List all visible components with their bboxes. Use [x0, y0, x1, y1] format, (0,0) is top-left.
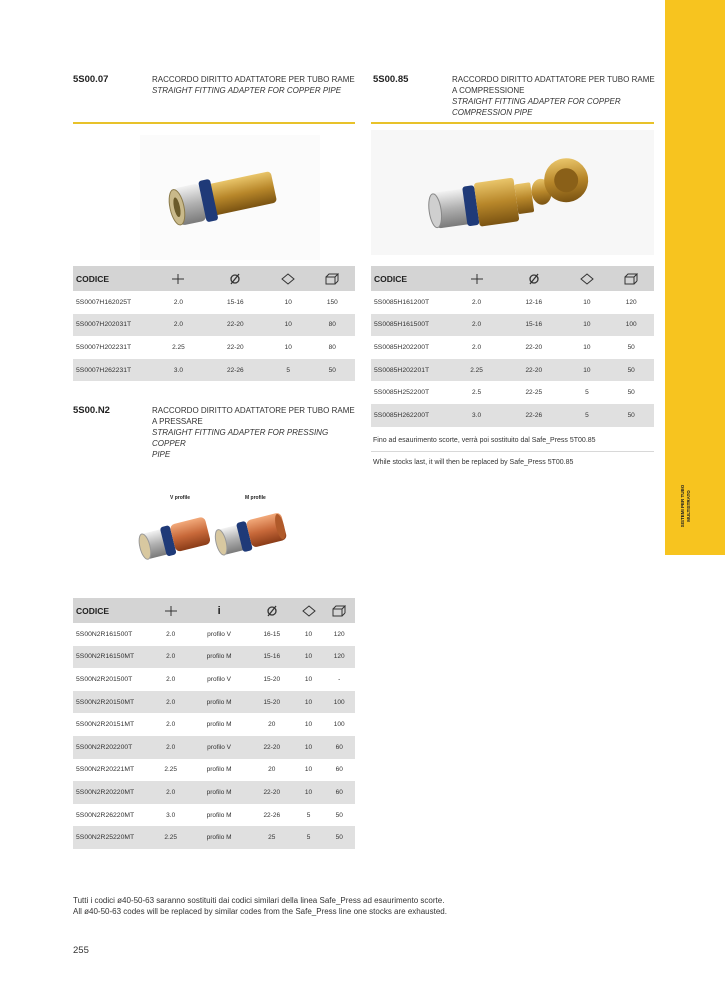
product-code-cell: 5S0085H262200T: [371, 404, 451, 427]
table-cell: 16-15: [263, 630, 281, 638]
table-cell: 5: [267, 359, 310, 382]
table-cell: 10: [304, 630, 313, 638]
table-row: [73, 781, 355, 804]
product-code-cell: 5S0085H161200T: [374, 298, 430, 306]
table-cell: 22-20: [502, 359, 565, 382]
product-code-cell: 5S00N2R202200T: [73, 736, 153, 759]
product-code: 5S00.07: [73, 74, 109, 85]
table-cell: profilo M: [206, 721, 232, 729]
product-header-5s00n2: [73, 405, 358, 459]
product-code-cell: 5S00N2R20220MT: [73, 781, 153, 804]
table-row: [73, 691, 355, 714]
table-cell: 22-20: [250, 781, 294, 804]
table-cell: 10: [294, 646, 324, 669]
product-code-cell: 5S0007H202031T: [73, 314, 153, 337]
product-code-cell: 5S0007H262231T: [73, 359, 153, 382]
table-cell: 2.25: [451, 359, 502, 382]
product-code-cell: 5S0085H252200T: [374, 389, 430, 397]
replacement-note-en: While stocks last, it will then be replaced by Safe_Press 5T00.85: [373, 459, 574, 466]
table-cell: 10: [583, 298, 591, 306]
product-code-cell: 5S0007H202231T: [76, 343, 132, 351]
table-cell: 10: [583, 343, 591, 351]
table-row: [371, 404, 654, 427]
diameter-icon: [204, 266, 267, 291]
column-header-code: CODICE: [73, 266, 153, 291]
table-row: [73, 646, 355, 669]
table-cell: 20: [268, 766, 276, 774]
box-icon: [608, 266, 654, 291]
product-header-5s0007: [73, 74, 358, 104]
table-cell: 22-20: [227, 343, 244, 351]
table-cell: 10: [284, 343, 292, 351]
table-row: [73, 759, 355, 782]
thickness-icon: [153, 266, 204, 291]
table-cell: 15-16: [227, 298, 244, 306]
table-cell: 10: [294, 691, 324, 714]
table-cell: 22-20: [525, 343, 543, 351]
table-cell: 120: [333, 630, 345, 638]
table-row: [73, 291, 355, 314]
divider: [73, 122, 355, 124]
table-cell: 10: [565, 314, 608, 337]
pack-icon: [294, 598, 324, 623]
table-cell: 120: [625, 298, 637, 306]
table-cell: 80: [310, 314, 355, 337]
table-cell: 60: [323, 736, 355, 759]
table-row: [73, 713, 355, 736]
fitting-illustration: [140, 135, 320, 260]
table-cell: 2.0: [153, 736, 188, 759]
table-cell: 10: [267, 314, 310, 337]
table-cell: 2.0: [166, 630, 176, 638]
product-code-cell: 5S00N2R20221MT: [76, 766, 135, 774]
table-row: [73, 359, 355, 382]
product-image-5s0007: [140, 135, 320, 260]
column-header-code: CODICE: [73, 598, 153, 623]
table-cell: 10: [304, 721, 313, 729]
table-cell: 22-20: [204, 314, 267, 337]
table-cell: 2.0: [166, 721, 176, 729]
table-cell: 50: [627, 343, 635, 351]
table-row: [73, 736, 355, 759]
column-header-code: CODICE: [371, 266, 451, 291]
box-icon: [310, 266, 355, 291]
product-code-cell: 5S00N2R25220MT: [73, 826, 153, 849]
table-cell: profilo M: [206, 811, 232, 819]
table-row: [371, 291, 654, 314]
replacement-note-it: Fino ad esaurimento scorte, verrà poi sostituito dal Safe_Press 5T00.85: [373, 437, 596, 444]
table-cell: 3.0: [166, 811, 176, 819]
table-cell: 2.0: [153, 781, 188, 804]
table-cell: 50: [608, 404, 654, 427]
table-cell: 20: [268, 721, 276, 729]
table-cell: 2.0: [173, 298, 183, 306]
product-code-cell: 5S0085H161500T: [371, 314, 451, 337]
table-row: [371, 314, 654, 337]
table-cell: 5: [306, 811, 311, 819]
pack-icon: [565, 266, 608, 291]
m-profile-label: M profile: [245, 495, 266, 501]
table-cell: 15-16: [250, 646, 294, 669]
table-cell: 22-25: [525, 389, 543, 397]
table-cell: 5: [294, 826, 324, 849]
table-cell: 2.25: [164, 766, 178, 774]
table-row: [73, 804, 355, 827]
table-cell: 15-20: [250, 691, 294, 714]
product-code: 5S00.85: [373, 74, 409, 85]
table-cell: profilo M: [188, 646, 249, 669]
thickness-icon: [451, 266, 502, 291]
product-code-cell: 5S0085H202200T: [374, 343, 430, 351]
table-cell: 2.25: [153, 826, 188, 849]
pack-icon: [267, 266, 310, 291]
table-cell: 50: [335, 811, 343, 819]
table-cell: 12-16: [525, 298, 543, 306]
table-cell: 10: [304, 766, 313, 774]
table-cell: 80: [328, 343, 336, 351]
table-cell: 50: [627, 389, 635, 397]
table-cell: 2.0: [153, 314, 204, 337]
table-cell: 10: [304, 675, 313, 683]
table-cell: profilo M: [188, 826, 249, 849]
table-cell: 22-26: [263, 811, 281, 819]
table-cell: 10: [294, 781, 324, 804]
table-row: [371, 381, 654, 404]
table-cell: 10: [565, 359, 608, 382]
table-cell: 60: [323, 781, 355, 804]
product-code-cell: 5S00N2R16150MT: [73, 646, 153, 669]
table-cell: 25: [250, 826, 294, 849]
v-profile-label: V profile: [170, 495, 191, 501]
diameter-icon: [502, 266, 565, 291]
product-code-cell: 5S00N2R161500T: [76, 630, 133, 638]
product-description: RACCORDO DIRITTO ADATTATORE PER TUBO RAME A COMPRESSIONE STRAIGHT FITTING ADAPTER FOR COPPER COMPRESSION PIPE: [452, 75, 655, 117]
table-cell: 15-16: [502, 314, 565, 337]
table-cell: profilo M: [188, 781, 249, 804]
table-cell: 100: [323, 691, 355, 714]
product-code-cell: 5S00N2R26220MT: [76, 811, 135, 819]
box-icon: [323, 598, 355, 623]
product-code-cell: 5S0085H202201T: [371, 359, 451, 382]
table-cell: 2.0: [166, 675, 176, 683]
table-cell: 50: [323, 826, 355, 849]
table-cell: 120: [323, 646, 355, 669]
table-cell: 2.0: [153, 691, 188, 714]
table-cell: 3.0: [153, 359, 204, 382]
divider: [371, 122, 654, 124]
table-cell: 15-20: [263, 675, 281, 683]
table-cell: 50: [608, 359, 654, 382]
table-row: [73, 314, 355, 337]
table-cell: 22-26: [204, 359, 267, 382]
table-cell: 50: [310, 359, 355, 382]
table-cell: profilo M: [188, 691, 249, 714]
side-tab-label: SISTEMI PER TUBO MULTISTRATO: [680, 484, 691, 528]
spec-table-5s0007: [73, 266, 355, 381]
table-cell: 100: [333, 721, 345, 729]
product-code-cell: 5S00N2R201500T: [76, 675, 133, 683]
spec-table-5s0085: [371, 266, 654, 427]
table-row: [73, 336, 355, 359]
table-cell: 2.0: [153, 646, 188, 669]
table-cell: 2.5: [472, 389, 482, 397]
table-cell: 2.0: [451, 314, 502, 337]
table-cell: profilo V: [188, 736, 249, 759]
table-cell: -: [338, 675, 341, 683]
table-cell: profilo V: [207, 630, 232, 638]
table-row: [73, 826, 355, 849]
table-cell: 3.0: [451, 404, 502, 427]
info-icon: i: [188, 598, 249, 623]
product-code-cell: 5S00N2R20151MT: [76, 721, 135, 729]
diameter-icon: [250, 598, 294, 623]
product-code: 5S00.N2: [73, 405, 110, 416]
table-row: [371, 336, 654, 359]
table-cell: 2.25: [172, 343, 185, 351]
table-cell: 150: [326, 298, 338, 306]
footer-note: Tutti i codici ø40-50-63 saranno sostituiti dai codici similari della linea Safe_Press ad esaurimento scorte. All ø40-50-63 codes will be replaced by similar codes from the Safe_Press line one stocks are exhausted.: [73, 896, 447, 916]
table-cell: 10: [294, 736, 324, 759]
table-row: [73, 668, 355, 691]
product-header-5s0085: [373, 74, 658, 124]
table-cell: 5: [585, 389, 589, 397]
product-code-cell: 5S00N2R20150MT: [73, 691, 153, 714]
product-code-cell: 5S0007H162025T: [76, 298, 132, 306]
table-cell: 10: [284, 298, 292, 306]
table-cell: 22-26: [502, 404, 565, 427]
divider: [371, 451, 654, 452]
page-number: 255: [73, 945, 89, 956]
table-cell: 2.0: [472, 298, 482, 306]
table-cell: 5: [565, 404, 608, 427]
table-cell: 60: [335, 766, 343, 774]
table-cell: profilo V: [207, 675, 232, 683]
product-description: RACCORDO DIRITTO ADATTATORE PER TUBO RAME STRAIGHT FITTING ADAPTER FOR COPPER PIPE: [152, 75, 355, 95]
table-row: [73, 623, 355, 646]
product-image-5s0085: [371, 130, 654, 255]
compression-fitting-illustration: [371, 130, 654, 255]
table-row: [371, 359, 654, 382]
press-fitting-illustration: [130, 490, 300, 565]
thickness-icon: [153, 598, 188, 623]
table-cell: profilo M: [206, 766, 232, 774]
table-cell: 2.0: [472, 343, 482, 351]
table-cell: 100: [608, 314, 654, 337]
side-tab: [665, 0, 725, 555]
spec-table-5s00n2: [73, 598, 355, 849]
table-cell: 22-20: [250, 736, 294, 759]
product-description: RACCORDO DIRITTO ADATTATORE PER TUBO RAME A PRESSARE STRAIGHT FITTING ADAPTER FOR PRESSING COPPER PIPE: [152, 406, 355, 459]
product-image-5s00n2: [130, 490, 300, 565]
